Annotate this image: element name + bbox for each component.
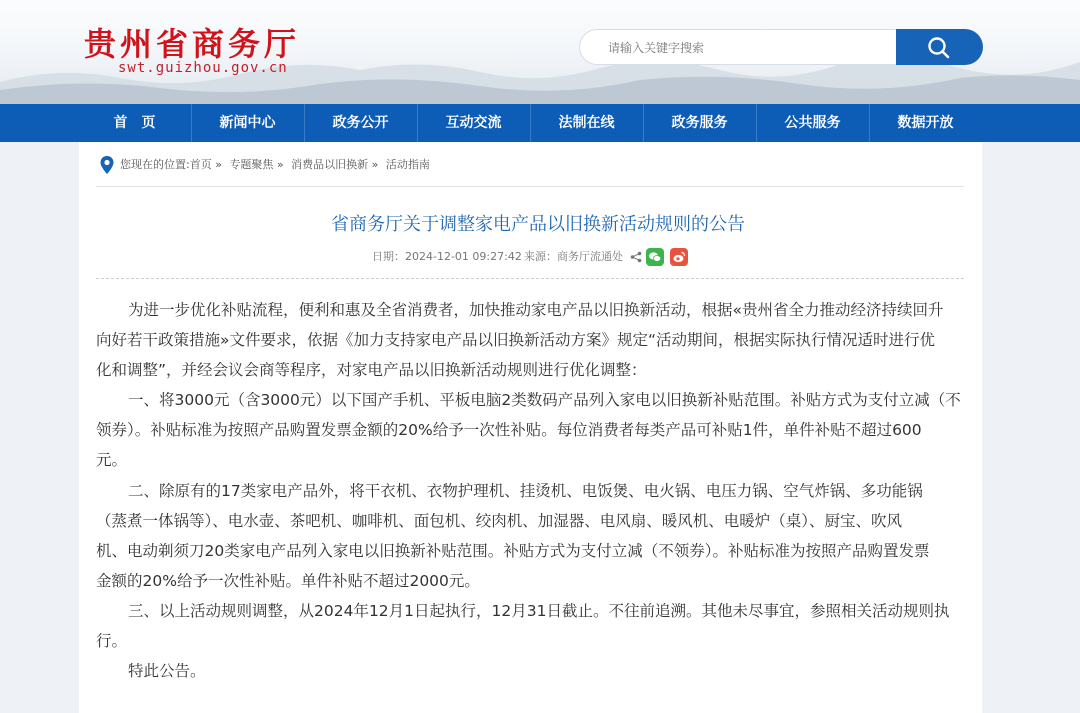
paragraph-line: 化和调整”，并经会议会商等程序，对家电产品以旧换新活动规则进行优化调整： — [96, 361, 647, 379]
paragraph-line: 机、电动剃须刀20类家电产品列入家电以旧换新补贴范围。补贴方式为支付立减（不领券）。补贴标准为按照产品购置发票 — [96, 542, 930, 560]
article-paragraph-intro — [96, 295, 966, 385]
paragraph-line: 领券）。补贴标准为按照产品购置发票金额的20%给予一次性补贴。每位消费者每类产品可补贴1件，单件补贴不超过600 — [96, 421, 922, 439]
share-icon[interactable] — [630, 251, 642, 263]
paragraph-line: 向好若干政策措施»文件要求，依据《加力支持家电产品以旧换新活动方案》规定“活动期间，根据实际执行情况适时进行优 — [96, 331, 936, 349]
paragraph-line: 特此公告。 — [128, 662, 206, 680]
paragraph-line: 为进一步优化补贴流程，便利和惠及全省消费者，加快推动家电产品以旧换新活动，根据«贵州省全力推动经济持续回升 — [128, 301, 944, 319]
breadcrumb-prefix[interactable]: 您现在的位置:首页 » — [120, 158, 222, 171]
paragraph-line: 二、除原有的17类家电产品外，将干衣机、衣物护理机、挂烫机、电饭煲、电火锅、电压力锅、空气炸锅、多功能锅 — [128, 482, 923, 500]
article-paragraph-3 — [96, 596, 966, 656]
nav-item-legal[interactable]: 法制在线 — [558, 115, 615, 131]
article-title: 省商务厅关于调整家电产品以旧换新活动规则的公告 — [331, 214, 745, 235]
paragraph-line: 三、以上活动规则调整，从2024年12月1日起执行，12月31日截止。不往前追溯。其他未尽事宜，参照相关活动规则执 — [128, 602, 950, 620]
search-input[interactable] — [608, 38, 888, 58]
weibo-share-icon[interactable] — [670, 248, 688, 266]
nav-item-gov-services[interactable]: 政务服务 — [671, 115, 728, 131]
nav-item-interaction[interactable]: 互动交流 — [445, 115, 502, 131]
location-pin-icon — [99, 155, 115, 175]
divider — [96, 186, 964, 187]
main-nav — [0, 104, 1080, 142]
article-date: 日期：2024-12-01 09:27:42 — [372, 250, 522, 263]
breadcrumb-activity-guide[interactable]: 活动指南 — [385, 158, 430, 171]
paragraph-line: 行。 — [96, 632, 128, 650]
article-paragraph-1 — [96, 385, 966, 475]
breadcrumb-consumer-goods[interactable]: 消费品以旧换新 » — [291, 158, 379, 171]
paragraph-line: 金额的20%给予一次性补贴。单件补贴不超过2000元。 — [96, 572, 480, 590]
wechat-share-icon[interactable] — [646, 248, 664, 266]
site-logo-title[interactable]: 贵州省商务厅 — [84, 25, 301, 63]
search-button[interactable] — [896, 29, 983, 65]
article-source: 来源：商务厅流通处 — [524, 250, 623, 263]
nav-item-public-services[interactable]: 公共服务 — [784, 115, 841, 131]
breadcrumb-topic[interactable]: 专题聚焦 » — [229, 158, 284, 171]
paragraph-line: 元。 — [96, 451, 128, 469]
search-icon — [926, 35, 952, 61]
article-paragraph-closing — [96, 656, 966, 686]
nav-item-open-data[interactable]: 数据开放 — [897, 115, 954, 131]
nav-item-home[interactable]: 首 页 — [113, 115, 156, 131]
paragraph-line: （蒸煮一体锅等）、电水壶、茶吧机、咖啡机、面包机、绞肉机、加湿器、电风扇、暖风机、电暖炉（桌）、厨宝、吹风 — [96, 512, 903, 530]
nav-item-news[interactable]: 新闻中心 — [219, 115, 276, 131]
article-paragraph-2 — [96, 476, 966, 596]
site-url: swt.guizhou.gov.cn — [118, 60, 288, 76]
paragraph-line: 一、将3000元（含3000元）以下国产手机、平板电脑2类数码产品列入家电以旧换新补贴范围。补贴方式为支付立减（不 — [128, 391, 961, 409]
nav-item-gov-affairs[interactable]: 政务公开 — [332, 115, 389, 131]
divider — [96, 278, 964, 279]
search-box — [579, 29, 899, 65]
